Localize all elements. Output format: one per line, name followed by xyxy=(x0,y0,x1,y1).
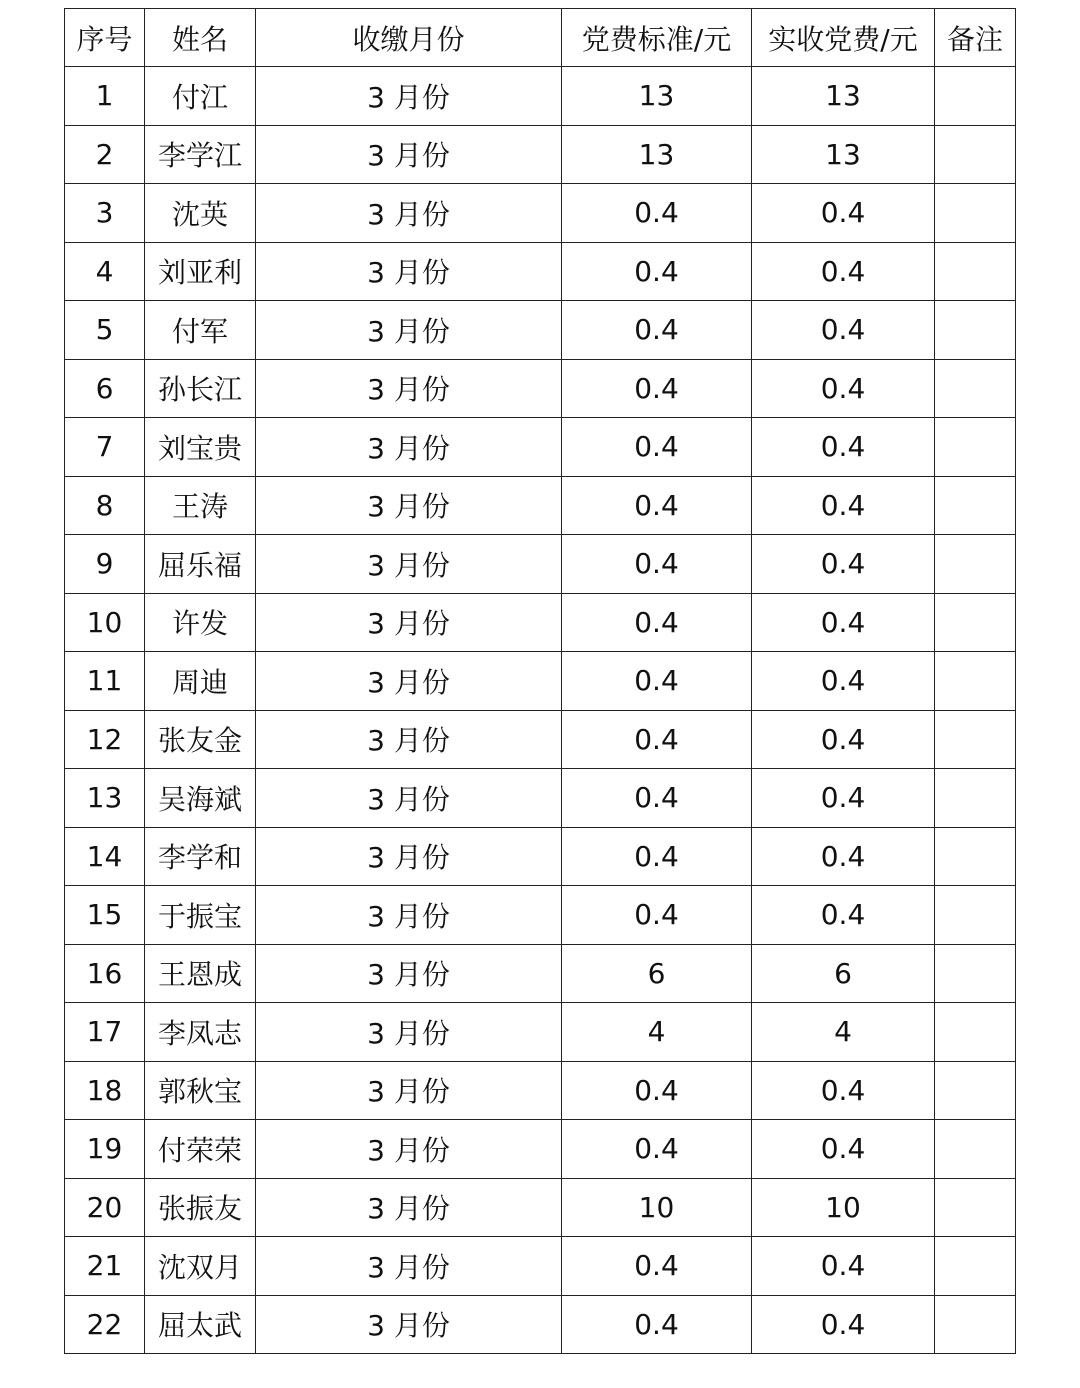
cell-note xyxy=(935,418,1016,477)
header-paid: 实收党费/元 xyxy=(752,9,935,67)
cell-paid: 0.4 xyxy=(752,359,935,418)
cell-index: 12 xyxy=(65,710,145,769)
cell-index: 10 xyxy=(65,593,145,652)
header-name: 姓名 xyxy=(145,9,256,67)
cell-index: 22 xyxy=(65,1295,145,1354)
cell-note xyxy=(935,301,1016,360)
cell-name: 许发 xyxy=(145,593,256,652)
cell-standard: 0.4 xyxy=(562,359,752,418)
cell-index: 18 xyxy=(65,1061,145,1120)
table-row xyxy=(65,1237,1016,1296)
cell-name: 张振友 xyxy=(145,1178,256,1237)
cell-index: 17 xyxy=(65,1003,145,1062)
table-row xyxy=(65,1120,1016,1179)
cell-name: 沈英 xyxy=(145,184,256,243)
cell-month: 3 月份 xyxy=(256,301,562,360)
cell-standard: 0.4 xyxy=(562,593,752,652)
cell-note xyxy=(935,1237,1016,1296)
cell-standard: 0.4 xyxy=(562,418,752,477)
party-fee-table xyxy=(64,8,1016,1354)
cell-standard: 0.4 xyxy=(562,827,752,886)
table-row xyxy=(65,769,1016,828)
cell-name: 孙长江 xyxy=(145,359,256,418)
cell-standard: 0.4 xyxy=(562,886,752,945)
header-note: 备注 xyxy=(935,9,1016,67)
cell-name: 李学和 xyxy=(145,827,256,886)
cell-index: 2 xyxy=(65,125,145,184)
table-row xyxy=(65,1061,1016,1120)
table-row xyxy=(65,418,1016,477)
cell-name: 吴海斌 xyxy=(145,769,256,828)
cell-paid: 0.4 xyxy=(752,769,935,828)
cell-month: 3 月份 xyxy=(256,67,562,126)
cell-note xyxy=(935,125,1016,184)
cell-month: 3 月份 xyxy=(256,1003,562,1062)
cell-name: 王恩成 xyxy=(145,944,256,1003)
cell-standard: 6 xyxy=(562,944,752,1003)
cell-standard: 0.4 xyxy=(562,710,752,769)
table-row xyxy=(65,301,1016,360)
cell-paid: 0.4 xyxy=(752,1237,935,1296)
cell-index: 3 xyxy=(65,184,145,243)
cell-paid: 13 xyxy=(752,125,935,184)
table-header xyxy=(65,9,1016,67)
cell-standard: 0.4 xyxy=(562,184,752,243)
cell-month: 3 月份 xyxy=(256,593,562,652)
table-row xyxy=(65,1178,1016,1237)
cell-note xyxy=(935,1003,1016,1062)
cell-standard: 13 xyxy=(562,125,752,184)
cell-month: 3 月份 xyxy=(256,359,562,418)
cell-month: 3 月份 xyxy=(256,1295,562,1354)
cell-note xyxy=(935,1178,1016,1237)
cell-name: 屈乐福 xyxy=(145,535,256,594)
table-body xyxy=(65,67,1016,1354)
cell-month: 3 月份 xyxy=(256,652,562,711)
cell-name: 付军 xyxy=(145,301,256,360)
cell-month: 3 月份 xyxy=(256,242,562,301)
header-row xyxy=(65,9,1016,67)
table-row xyxy=(65,242,1016,301)
cell-month: 3 月份 xyxy=(256,1178,562,1237)
cell-note xyxy=(935,652,1016,711)
cell-paid: 0.4 xyxy=(752,1295,935,1354)
table-row xyxy=(65,652,1016,711)
cell-index: 15 xyxy=(65,886,145,945)
cell-note xyxy=(935,242,1016,301)
table-row xyxy=(65,359,1016,418)
cell-name: 王涛 xyxy=(145,476,256,535)
cell-index: 5 xyxy=(65,301,145,360)
cell-index: 16 xyxy=(65,944,145,1003)
header-index: 序号 xyxy=(65,9,145,67)
cell-note xyxy=(935,67,1016,126)
cell-note xyxy=(935,769,1016,828)
cell-standard: 0.4 xyxy=(562,476,752,535)
cell-paid: 0.4 xyxy=(752,184,935,243)
cell-name: 于振宝 xyxy=(145,886,256,945)
cell-name: 沈双月 xyxy=(145,1237,256,1296)
cell-standard: 0.4 xyxy=(562,769,752,828)
table-row xyxy=(65,1295,1016,1354)
cell-paid: 0.4 xyxy=(752,301,935,360)
cell-name: 屈太武 xyxy=(145,1295,256,1354)
cell-index: 11 xyxy=(65,652,145,711)
cell-month: 3 月份 xyxy=(256,886,562,945)
cell-index: 19 xyxy=(65,1120,145,1179)
cell-name: 李凤志 xyxy=(145,1003,256,1062)
cell-paid: 10 xyxy=(752,1178,935,1237)
cell-standard: 10 xyxy=(562,1178,752,1237)
cell-paid: 0.4 xyxy=(752,242,935,301)
table-row xyxy=(65,67,1016,126)
table-row xyxy=(65,593,1016,652)
header-month: 收缴月份 xyxy=(256,9,562,67)
cell-name: 张友金 xyxy=(145,710,256,769)
table-row xyxy=(65,710,1016,769)
cell-standard: 4 xyxy=(562,1003,752,1062)
cell-index: 4 xyxy=(65,242,145,301)
table-row xyxy=(65,535,1016,594)
cell-standard: 0.4 xyxy=(562,1120,752,1179)
cell-note xyxy=(935,1120,1016,1179)
cell-name: 付荣荣 xyxy=(145,1120,256,1179)
cell-paid: 13 xyxy=(752,67,935,126)
cell-note xyxy=(935,184,1016,243)
cell-note xyxy=(935,1295,1016,1354)
cell-month: 3 月份 xyxy=(256,1061,562,1120)
cell-name: 周迪 xyxy=(145,652,256,711)
cell-index: 6 xyxy=(65,359,145,418)
cell-paid: 0.4 xyxy=(752,652,935,711)
cell-name: 付江 xyxy=(145,67,256,126)
cell-month: 3 月份 xyxy=(256,184,562,243)
cell-index: 13 xyxy=(65,769,145,828)
cell-name: 刘亚利 xyxy=(145,242,256,301)
cell-paid: 0.4 xyxy=(752,476,935,535)
cell-paid: 6 xyxy=(752,944,935,1003)
cell-month: 3 月份 xyxy=(256,827,562,886)
header-standard: 党费标准/元 xyxy=(562,9,752,67)
cell-name: 李学江 xyxy=(145,125,256,184)
cell-index: 20 xyxy=(65,1178,145,1237)
cell-paid: 0.4 xyxy=(752,827,935,886)
cell-standard: 0.4 xyxy=(562,652,752,711)
cell-paid: 4 xyxy=(752,1003,935,1062)
cell-month: 3 月份 xyxy=(256,418,562,477)
cell-note xyxy=(935,593,1016,652)
cell-month: 3 月份 xyxy=(256,769,562,828)
cell-paid: 0.4 xyxy=(752,418,935,477)
cell-note xyxy=(935,827,1016,886)
cell-note xyxy=(935,359,1016,418)
cell-note xyxy=(935,1061,1016,1120)
cell-name: 郭秋宝 xyxy=(145,1061,256,1120)
cell-index: 1 xyxy=(65,67,145,126)
cell-note xyxy=(935,476,1016,535)
cell-paid: 0.4 xyxy=(752,886,935,945)
cell-standard: 0.4 xyxy=(562,301,752,360)
table-row xyxy=(65,827,1016,886)
cell-name: 刘宝贵 xyxy=(145,418,256,477)
cell-month: 3 月份 xyxy=(256,1120,562,1179)
cell-standard: 13 xyxy=(562,67,752,126)
table-row xyxy=(65,1003,1016,1062)
cell-paid: 0.4 xyxy=(752,1061,935,1120)
cell-index: 8 xyxy=(65,476,145,535)
table-row xyxy=(65,944,1016,1003)
cell-index: 21 xyxy=(65,1237,145,1296)
cell-standard: 0.4 xyxy=(562,1061,752,1120)
cell-note xyxy=(935,886,1016,945)
table-row xyxy=(65,886,1016,945)
cell-month: 3 月份 xyxy=(256,476,562,535)
table-row xyxy=(65,476,1016,535)
cell-index: 7 xyxy=(65,418,145,477)
cell-standard: 0.4 xyxy=(562,1237,752,1296)
cell-month: 3 月份 xyxy=(256,535,562,594)
cell-note xyxy=(935,535,1016,594)
cell-month: 3 月份 xyxy=(256,125,562,184)
cell-paid: 0.4 xyxy=(752,710,935,769)
cell-index: 9 xyxy=(65,535,145,594)
cell-paid: 0.4 xyxy=(752,593,935,652)
cell-month: 3 月份 xyxy=(256,1237,562,1296)
cell-month: 3 月份 xyxy=(256,944,562,1003)
cell-note xyxy=(935,710,1016,769)
cell-standard: 0.4 xyxy=(562,535,752,594)
cell-standard: 0.4 xyxy=(562,242,752,301)
table-row xyxy=(65,125,1016,184)
cell-month: 3 月份 xyxy=(256,710,562,769)
cell-index: 14 xyxy=(65,827,145,886)
cell-paid: 0.4 xyxy=(752,1120,935,1179)
cell-note xyxy=(935,944,1016,1003)
cell-paid: 0.4 xyxy=(752,535,935,594)
table-row xyxy=(65,184,1016,243)
cell-standard: 0.4 xyxy=(562,1295,752,1354)
